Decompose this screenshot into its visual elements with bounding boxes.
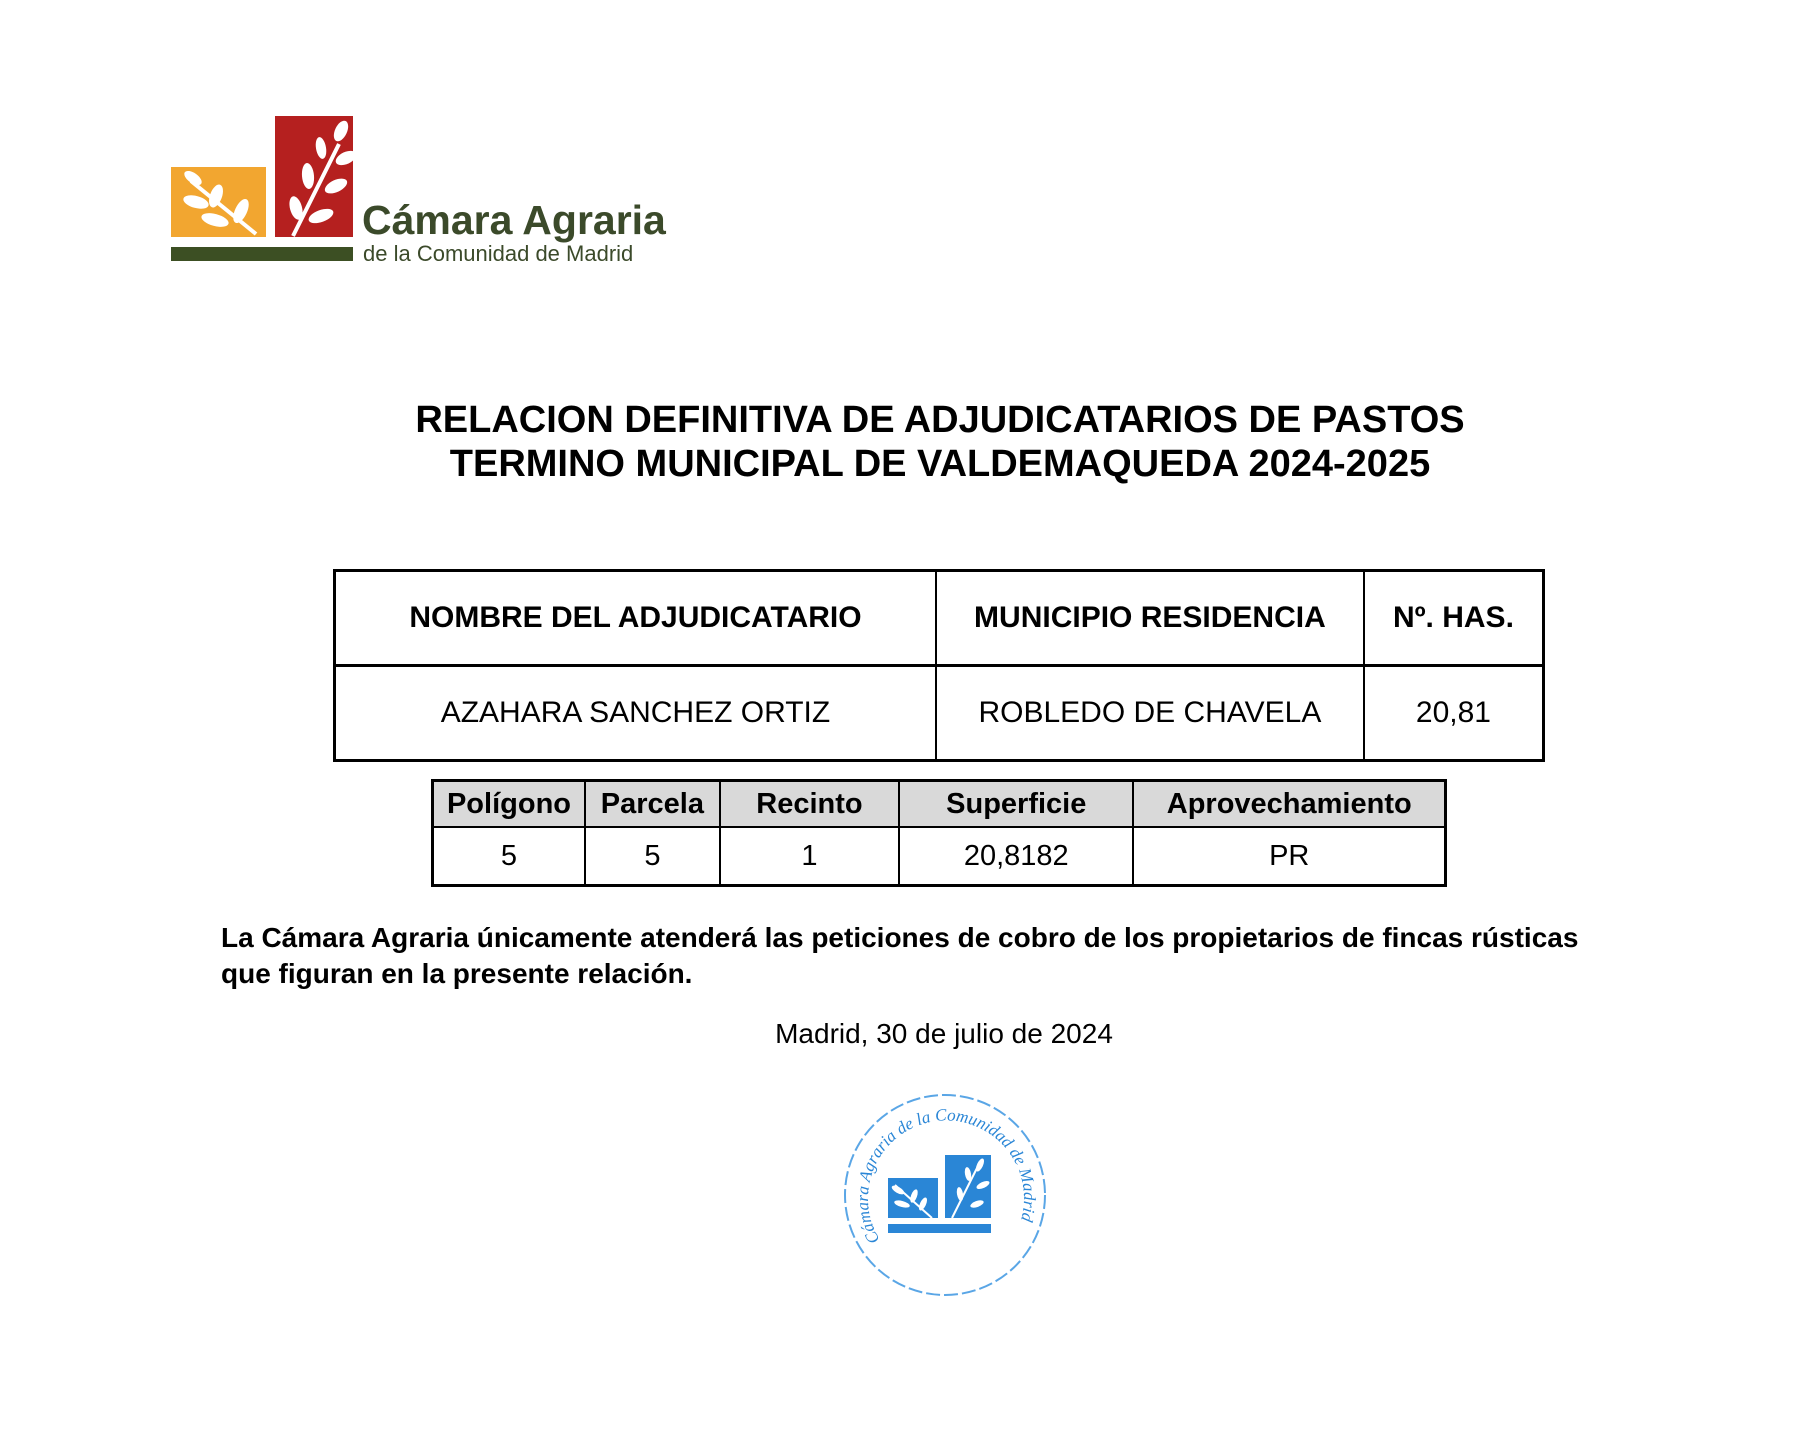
header-aprovechamiento: Aprovechamiento <box>1133 781 1445 828</box>
header-poligono: Polígono <box>433 781 585 828</box>
cell-superficie: 20,8182 <box>899 827 1133 886</box>
logo-name: Cámara Agraria <box>362 197 666 243</box>
title-line-2: TERMINO MUNICIPAL DE VALDEMAQUEDA 2024-2025 <box>449 443 1431 485</box>
header-superficie: Superficie <box>899 781 1133 828</box>
cell-municipio: ROBLEDO DE CHAVELA <box>936 666 1364 761</box>
adjudicatarios-table <box>333 569 1545 762</box>
camara-agraria-logo <box>171 116 666 266</box>
cell-parcela: 5 <box>585 827 720 886</box>
header-parcela: Parcela <box>585 781 720 828</box>
notice-line-2: que figuran en la presente relación. <box>221 958 693 989</box>
cell-poligono: 5 <box>433 827 585 886</box>
table-row <box>433 827 1446 886</box>
notice-line-1: La Cámara Agraria únicamente atenderá las peticiones de cobro de los propietarios de fincas rústicas <box>221 922 1579 953</box>
document-title <box>0 398 1819 486</box>
header-recinto: Recinto <box>720 781 899 828</box>
logo-subname: de la Comunidad de Madrid <box>363 241 634 266</box>
header-municipio: MUNICIPIO RESIDENCIA <box>936 571 1364 666</box>
table-header-row <box>433 781 1446 828</box>
parcelas-table <box>431 779 1447 887</box>
title-line-1: RELACION DEFINITIVA DE ADJUDICATARIOS DE PASTOS <box>415 399 1465 441</box>
document-date: Madrid, 30 de julio de 2024 <box>775 1018 1113 1049</box>
stamp-seal-icon <box>840 1090 1050 1300</box>
cell-aprovechamiento: PR <box>1133 827 1445 886</box>
official-stamp <box>840 1090 1050 1300</box>
cell-hectareas: 20,81 <box>1364 666 1544 761</box>
notice-text <box>221 920 1761 992</box>
logo-green-bar <box>171 247 353 261</box>
table-row <box>335 666 1544 761</box>
cell-recinto: 1 <box>720 827 899 886</box>
header-hectareas: Nº. HAS. <box>1364 571 1544 666</box>
header-nombre: NOMBRE DEL ADJUDICATARIO <box>335 571 936 666</box>
stamp-text: Cámara Agraria de la Comunidad de Madrid <box>852 1105 1040 1248</box>
cell-nombre: AZAHARA SANCHEZ ORTIZ <box>335 666 936 761</box>
wheat-sprig-icon <box>171 116 361 241</box>
table-header-row <box>335 571 1544 666</box>
